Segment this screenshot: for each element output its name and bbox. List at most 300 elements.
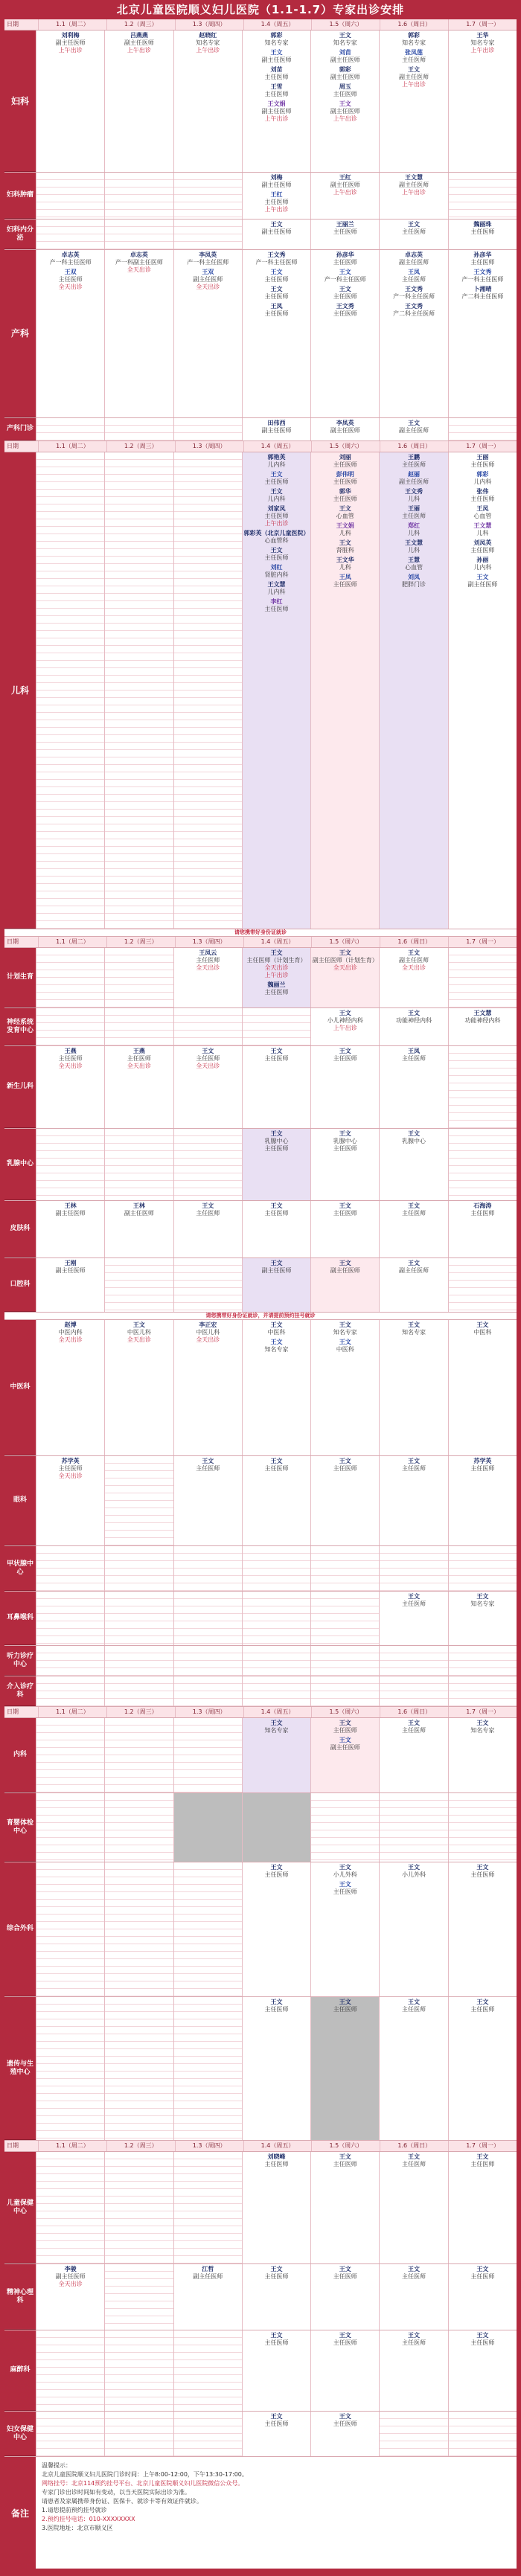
doctor-title: 小儿外科 bbox=[402, 1871, 426, 1878]
doctor-name[interactable]: 郭彩 bbox=[476, 471, 489, 478]
doctor-name[interactable]: 王文 bbox=[408, 1458, 421, 1464]
doctor-name[interactable]: 李骏 bbox=[64, 2266, 77, 2272]
schedule-cell bbox=[310, 2412, 379, 2456]
schedule-cell bbox=[173, 1862, 242, 1996]
doctor-name[interactable]: 王文 bbox=[270, 1130, 283, 1137]
doctor-name[interactable]: 王文 bbox=[408, 1864, 421, 1871]
doctor-name[interactable]: 彭伟明 bbox=[336, 471, 354, 478]
doctor-name[interactable]: 王凤 bbox=[339, 574, 351, 580]
doctor-title: 主任医师 bbox=[264, 91, 289, 97]
doctor-title: 全天出诊 bbox=[127, 1336, 151, 1343]
dept-label: 眼科 bbox=[4, 1456, 36, 1545]
dept-row-tingli bbox=[4, 1646, 517, 1676]
doctor-name[interactable]: 王文 bbox=[408, 1999, 421, 2005]
doctor-name[interactable]: 王文 bbox=[339, 1999, 351, 2005]
doctor-name[interactable]: 李红 bbox=[270, 598, 283, 605]
date-header-cell: 1.5（周六） bbox=[311, 441, 380, 452]
dept-label: 介入诊疗科 bbox=[4, 1676, 36, 1706]
doctor-title: 知名专家 bbox=[470, 39, 495, 46]
doctor-name[interactable]: 王文 bbox=[408, 1260, 421, 1266]
doctor-name[interactable]: 王文秀 bbox=[267, 251, 286, 258]
doctor-name[interactable]: 王文 bbox=[339, 1260, 351, 1266]
doctor-name[interactable]: 王文 bbox=[339, 1048, 351, 1054]
doctor-title: 主任医师 bbox=[402, 461, 426, 468]
doctor-name[interactable]: 张伟 bbox=[476, 488, 489, 495]
schedule-cell bbox=[173, 1646, 242, 1676]
date-header-cell: 1.3（周四） bbox=[175, 441, 243, 452]
doctor-name[interactable]: 王文慧 bbox=[267, 581, 286, 588]
schedule-cell bbox=[104, 1718, 173, 1792]
schedule-cell bbox=[379, 1320, 447, 1455]
schedule-cell bbox=[242, 1862, 310, 1996]
doctor-name[interactable]: 王文 bbox=[476, 1999, 489, 2005]
doctor-title: 上午出诊 bbox=[402, 81, 426, 88]
doctor-title: 主任医师 bbox=[333, 1145, 357, 1152]
doctor-name[interactable]: 王文 bbox=[270, 1321, 283, 1328]
doctor-title: 儿科 bbox=[339, 564, 351, 571]
doctor-name[interactable]: 王林 bbox=[132, 1202, 145, 1209]
doctor-name[interactable]: 王文 bbox=[339, 1130, 351, 1137]
doctor-name[interactable]: 王文 bbox=[270, 1999, 283, 2005]
doctor-title: 主任医师 bbox=[58, 276, 83, 283]
doctor-name[interactable]: 王凤 bbox=[408, 1048, 421, 1054]
doctor-name[interactable]: 王凤云 bbox=[199, 949, 217, 956]
doctor-title: 主任医师 bbox=[333, 461, 357, 468]
doctor-name[interactable]: 郑红 bbox=[408, 522, 421, 529]
doctor-title: 主任医师 bbox=[264, 1145, 289, 1152]
schedule-cell bbox=[310, 1546, 379, 1591]
schedule-cell bbox=[379, 1676, 447, 1706]
doctor-name[interactable]: 王文 bbox=[339, 1010, 351, 1016]
doctor-name[interactable]: 王文 bbox=[339, 2153, 351, 2160]
dept-label: 精神心理科 bbox=[4, 2264, 36, 2330]
doctor-title: 功能神经内科 bbox=[464, 1017, 501, 1024]
doctor-title: 主任医师 bbox=[58, 1465, 83, 1472]
doctor-name[interactable]: 王文 bbox=[339, 1458, 351, 1464]
doctor-name[interactable]: 郭彩 bbox=[339, 66, 351, 73]
doctor-title: 中医儿科 bbox=[196, 1329, 220, 1336]
doctor-title: 主任医师 bbox=[333, 2339, 357, 2346]
schedule-cell bbox=[310, 1258, 379, 1312]
schedule-cell bbox=[36, 1129, 104, 1200]
dept-row-fkneifen bbox=[4, 220, 517, 250]
doctor-name[interactable]: 王慧 bbox=[408, 557, 421, 563]
doctor-title: 全天出诊 bbox=[264, 964, 289, 971]
doctor-title: 主任医师 bbox=[402, 57, 426, 63]
schedule-cell bbox=[173, 31, 242, 172]
doctor-name[interactable]: 王文 bbox=[408, 1130, 421, 1137]
schedule-cell bbox=[242, 31, 310, 172]
doctor-name[interactable]: 王文 bbox=[408, 1010, 421, 1016]
notice-banner: 请您携带好身份证就诊，并请提前预约挂号就诊 bbox=[4, 1313, 517, 1320]
doctor-name[interactable]: 郭彩 bbox=[408, 32, 421, 39]
doctor-name[interactable]: 王文 bbox=[270, 488, 283, 495]
doctor-title: 上午出诊 bbox=[264, 206, 289, 213]
doctor-title: 副主任医师 bbox=[330, 108, 360, 115]
doctor-name[interactable]: 王文 bbox=[339, 1720, 351, 1726]
doctor-name[interactable]: 王文 bbox=[270, 49, 283, 56]
doctor-name[interactable]: 王文 bbox=[339, 539, 351, 546]
doctor-name[interactable]: 王文 bbox=[270, 1864, 283, 1871]
doctor-name[interactable]: 王文娟 bbox=[267, 100, 286, 107]
doctor-title: 主任医师 bbox=[333, 478, 357, 485]
doctor-name[interactable]: 王文 bbox=[408, 221, 421, 228]
schedule-cell bbox=[242, 1258, 310, 1312]
doctor-name[interactable]: 赵丽 bbox=[408, 471, 421, 478]
doctor-name[interactable]: 王文慧 bbox=[473, 522, 492, 529]
doctor-name[interactable]: 卓志英 bbox=[130, 251, 148, 258]
schedule-cell bbox=[173, 1793, 242, 1862]
schedule-cell bbox=[448, 1997, 517, 2140]
doctor-name[interactable]: 苏学英 bbox=[473, 1458, 492, 1464]
doctor-name[interactable]: 王文 bbox=[270, 1260, 283, 1266]
doctor-name[interactable]: 周玉 bbox=[339, 83, 351, 90]
date-header-cell: 1.4（周五） bbox=[243, 937, 312, 947]
doctor-name[interactable]: 王鹏 bbox=[408, 454, 421, 461]
doctor-name[interactable]: 石海涛 bbox=[473, 1202, 492, 1209]
doctor-name[interactable]: 王文 bbox=[339, 949, 351, 956]
doctor-name[interactable]: 王文 bbox=[339, 505, 351, 512]
schedule-cell bbox=[173, 220, 242, 249]
schedule-cell bbox=[310, 1129, 379, 1200]
schedule-cell bbox=[448, 1258, 517, 1312]
doctor-name[interactable]: 王文 bbox=[339, 286, 351, 292]
schedule-cell bbox=[379, 31, 447, 172]
doctor-title: 主任医师 bbox=[470, 1210, 495, 1217]
doctor-title: 全天出诊 bbox=[196, 283, 220, 290]
doctor-name[interactable]: 田伟西 bbox=[267, 420, 286, 426]
doctor-title: 上午出诊 bbox=[264, 972, 289, 978]
doctor-name[interactable]: 吕燕燕 bbox=[130, 32, 148, 39]
notes-line: 北京儿童医院顺义妇儿医院门诊时间：上午8:00-12:00，下午13:30-17:00。 bbox=[42, 2471, 248, 2478]
doctor-name[interactable]: 刘红 bbox=[270, 564, 283, 571]
doctor-name[interactable]: 王文 bbox=[408, 420, 421, 426]
doctor-title: 中医科 bbox=[336, 1346, 354, 1353]
dept-label: 甲状腺中心 bbox=[4, 1546, 36, 1591]
doctor-name[interactable]: 王文娟 bbox=[336, 522, 354, 529]
schedule-cell bbox=[242, 2152, 310, 2263]
dept-row-kouqiang bbox=[4, 1258, 517, 1313]
doctor-name[interactable]: 王文秀 bbox=[473, 269, 492, 275]
doctor-name[interactable]: 王文 bbox=[476, 1720, 489, 1726]
doctor-title: 儿内科 bbox=[473, 478, 492, 485]
doctor-name[interactable]: 王文 bbox=[476, 1593, 489, 1600]
doctor-name[interactable]: 赵博 bbox=[64, 1321, 77, 1328]
doctor-name[interactable]: 王文 bbox=[339, 100, 351, 107]
doctor-name[interactable]: 王文 bbox=[270, 221, 283, 228]
doctor-name[interactable]: 王燕 bbox=[64, 1048, 77, 1054]
doctor-name[interactable]: 王文 bbox=[202, 1458, 214, 1464]
doctor-title: 主任医师 bbox=[264, 2273, 289, 2280]
doctor-name[interactable]: 刘苗 bbox=[270, 66, 283, 73]
doctor-name[interactable]: 王文 bbox=[339, 1737, 351, 1743]
schedule-cell bbox=[173, 2412, 242, 2456]
doctor-name[interactable]: 王刚 bbox=[64, 1260, 77, 1266]
doctor-name[interactable]: 王文秀 bbox=[405, 303, 423, 310]
doctor-name[interactable]: 郭彩英（北京儿童医院） bbox=[243, 530, 310, 536]
schedule-cell bbox=[379, 948, 447, 1007]
doctor-name[interactable]: 王文 bbox=[339, 1202, 351, 1209]
doctor-name[interactable]: 刘家凤 bbox=[267, 505, 286, 512]
doctor-name[interactable]: 卓志英 bbox=[405, 251, 423, 258]
doctor-name[interactable]: 刘晓峰 bbox=[267, 2153, 286, 2160]
schedule-cell bbox=[36, 1320, 104, 1455]
doctor-name[interactable]: 王文 bbox=[476, 2153, 489, 2160]
doctor-title: 全天出诊 bbox=[58, 1473, 83, 1479]
schedule-cell bbox=[242, 1046, 310, 1128]
doctor-title: 副主任医师 bbox=[330, 74, 360, 80]
doctor-title: 副主任医师 bbox=[55, 1210, 86, 1217]
doctor-name[interactable]: 王文 bbox=[408, 1321, 421, 1328]
schedule-cell bbox=[36, 1676, 104, 1706]
doctor-name[interactable]: 王文 bbox=[270, 2332, 283, 2339]
schedule-cell bbox=[36, 1793, 104, 1862]
doctor-title: 全天出诊 bbox=[196, 964, 220, 971]
doctor-name[interactable]: 刘梅 bbox=[270, 174, 283, 181]
schedule-cell bbox=[448, 1646, 517, 1676]
doctor-title: 主任医师 bbox=[470, 2161, 495, 2168]
doctor-name[interactable]: 王文 bbox=[270, 269, 283, 275]
doctor-name[interactable]: 王文 bbox=[339, 1339, 351, 1345]
doctor-title: 主任医师 bbox=[402, 1055, 426, 1062]
doctor-name[interactable]: 李正宏 bbox=[199, 1321, 217, 1328]
doctor-title: 副主任医师 bbox=[261, 108, 292, 115]
schedule-cell bbox=[448, 452, 517, 929]
schedule-cell bbox=[448, 2152, 517, 2263]
doctor-name[interactable]: 王文秀 bbox=[405, 286, 423, 292]
doctor-name[interactable]: 王文 bbox=[339, 32, 351, 39]
doctor-title: 副主任医师 bbox=[399, 478, 429, 485]
doctor-name[interactable]: 王文 bbox=[476, 2266, 489, 2272]
doctor-name[interactable]: 王文 bbox=[339, 1881, 351, 1888]
doctor-name[interactable]: 苏学英 bbox=[61, 1458, 80, 1464]
date-header-cell: 1.7（周一） bbox=[448, 2141, 517, 2151]
schedule-cell bbox=[379, 1646, 447, 1676]
doctor-name[interactable]: 王文 bbox=[270, 2413, 283, 2420]
doctor-title: 上午出诊 bbox=[333, 1025, 357, 1031]
doctor-name[interactable]: 卓志英 bbox=[61, 251, 80, 258]
doctor-name[interactable]: 王文 bbox=[339, 1864, 351, 1871]
doctor-title: 肾脏内科 bbox=[264, 571, 289, 578]
schedule-cell bbox=[104, 1546, 173, 1591]
doctor-name[interactable]: 王双 bbox=[64, 269, 77, 275]
dept-label: 妇科 bbox=[4, 31, 36, 172]
doctor-title: 功能神经内科 bbox=[396, 1017, 432, 1024]
schedule-cell bbox=[173, 418, 242, 440]
doctor-name[interactable]: 王燕 bbox=[132, 1048, 145, 1054]
doctor-name[interactable]: 王林 bbox=[64, 1202, 77, 1209]
schedule-cell bbox=[36, 1862, 104, 1996]
doctor-name[interactable]: 王华 bbox=[476, 32, 489, 39]
doctor-name[interactable]: 郭艳英 bbox=[267, 454, 286, 461]
doctor-name[interactable]: 王文 bbox=[270, 1458, 283, 1464]
doctor-title: 副主任医师（计划生育） bbox=[312, 957, 378, 964]
doctor-name[interactable]: 王文 bbox=[476, 1321, 489, 1328]
date-header-cell: 1.4（周五） bbox=[243, 19, 312, 30]
doctor-name[interactable]: 王文 bbox=[270, 1202, 283, 1209]
schedule-cell bbox=[36, 418, 104, 440]
date-header-cell: 1.5（周六） bbox=[311, 937, 380, 947]
doctor-title: 知名专家 bbox=[196, 39, 220, 46]
doctor-name[interactable]: 王文 bbox=[408, 949, 421, 956]
doctor-name[interactable]: 王文华 bbox=[336, 557, 354, 563]
doctor-name[interactable]: 王文 bbox=[270, 2266, 283, 2272]
doctor-name[interactable]: 王雪 bbox=[270, 83, 283, 90]
doctor-title: 心血管 bbox=[336, 513, 354, 519]
doctor-title: 上午出诊 bbox=[333, 189, 357, 196]
doctor-name[interactable]: 王文 bbox=[408, 2153, 421, 2160]
doctor-title: 主任医师 bbox=[333, 1465, 357, 1472]
date-header-cell: 1.5（周六） bbox=[311, 1707, 380, 1717]
notes-line: 网络挂号：北京114预约挂号平台、北京儿童医院顺义妇儿医院微信公众号。 bbox=[42, 2480, 244, 2487]
doctor-name[interactable]: 王文 bbox=[339, 2413, 351, 2420]
doctor-name[interactable]: 王文秀 bbox=[336, 303, 354, 310]
schedule-frame bbox=[4, 0, 517, 2569]
doctor-name[interactable]: 王文 bbox=[132, 1321, 145, 1328]
doctor-title: 主任医师 bbox=[196, 957, 220, 964]
doctor-name[interactable]: 王文慧 bbox=[473, 1010, 492, 1016]
doctor-title: 主任医师 bbox=[264, 606, 289, 612]
doctor-title: 副主任医师 bbox=[124, 1210, 154, 1217]
doctor-name[interactable]: 李凤英 bbox=[336, 420, 354, 426]
schedule-cell bbox=[448, 173, 517, 219]
doctor-name[interactable]: 王文 bbox=[476, 574, 489, 580]
doctor-name[interactable]: 王文 bbox=[339, 269, 351, 275]
doctor-title: 全天出诊 bbox=[196, 1063, 220, 1069]
schedule-cell bbox=[104, 1592, 173, 1645]
doctor-title: 主任医师 bbox=[127, 1055, 151, 1062]
doctor-name[interactable]: 赵晓红 bbox=[199, 32, 217, 39]
doctor-title: 主任医师 bbox=[264, 1871, 289, 1878]
date-header-cell: 1.6（周日） bbox=[380, 937, 448, 947]
doctor-name[interactable]: 王文 bbox=[339, 1321, 351, 1328]
doctor-name[interactable]: 王文 bbox=[476, 2332, 489, 2339]
doctor-name[interactable]: 王凤 bbox=[408, 269, 421, 275]
doctor-name[interactable]: 王凤 bbox=[270, 303, 283, 310]
schedule-cell bbox=[310, 1793, 379, 1862]
doctor-name[interactable]: 王文 bbox=[270, 1720, 283, 1726]
dept-row-ruxian bbox=[4, 1129, 517, 1201]
dept-row-fkzl bbox=[4, 173, 517, 220]
schedule-cell bbox=[448, 220, 517, 249]
doctor-name[interactable]: 王文 bbox=[408, 66, 421, 73]
doctor-name[interactable]: 郭华 bbox=[339, 488, 351, 495]
doctor-title: 主任医师 bbox=[333, 1727, 357, 1734]
doctor-name[interactable]: 王文 bbox=[339, 2266, 351, 2272]
schedule-cell bbox=[242, 1456, 310, 1545]
doctor-title: 产一科主任医师 bbox=[187, 259, 229, 266]
doctor-title: 主任医师 bbox=[264, 2161, 289, 2168]
schedule-cell bbox=[173, 1258, 242, 1312]
doctor-name[interactable]: 王红 bbox=[270, 191, 283, 198]
doctor-name[interactable]: 孙彦华 bbox=[473, 251, 492, 258]
doctor-name[interactable]: 王丽兰 bbox=[336, 221, 354, 228]
doctor-name[interactable]: 王双 bbox=[202, 269, 214, 275]
doctor-name[interactable]: 刘凤英 bbox=[473, 539, 492, 546]
date-header-row bbox=[4, 19, 517, 31]
doctor-name[interactable]: 王文 bbox=[270, 1339, 283, 1345]
doctor-name[interactable]: 孙彦华 bbox=[336, 251, 354, 258]
schedule-cell bbox=[104, 31, 173, 172]
doctor-title: 全天出诊 bbox=[58, 1336, 83, 1343]
doctor-name[interactable]: 王文 bbox=[408, 1593, 421, 1600]
doctor-title: 肾脏科 bbox=[336, 547, 354, 554]
doctor-name[interactable]: 王文 bbox=[270, 1048, 283, 1054]
doctor-name[interactable]: 王文 bbox=[270, 949, 283, 956]
doctor-title: 知名专家 bbox=[470, 1601, 495, 1607]
doctor-title: 乳腺中心 bbox=[402, 1138, 426, 1144]
doctor-name[interactable]: 王红 bbox=[339, 174, 351, 181]
dept-label: 儿童保健中心 bbox=[4, 2152, 36, 2263]
doctor-name[interactable]: 王文慧 bbox=[405, 174, 423, 181]
schedule-cell bbox=[242, 452, 310, 929]
doctor-name[interactable]: 王文 bbox=[408, 2266, 421, 2272]
doctor-title: 全天出诊 bbox=[127, 1063, 151, 1069]
schedule-cell bbox=[242, 1546, 310, 1591]
schedule-cell bbox=[173, 948, 242, 1007]
doctor-title: 全天出诊 bbox=[333, 964, 357, 971]
schedule-cell bbox=[379, 1997, 447, 2140]
schedule-cell bbox=[379, 1456, 447, 1545]
doctor-name[interactable]: 江哲 bbox=[202, 2266, 214, 2272]
doctor-name[interactable]: 王文秀 bbox=[405, 488, 423, 495]
doctor-name[interactable]: 王文 bbox=[408, 2332, 421, 2339]
doctor-name[interactable]: 郭彩 bbox=[270, 32, 283, 39]
schedule-cell bbox=[310, 1592, 379, 1645]
doctor-name[interactable]: 张凤莲 bbox=[405, 49, 423, 56]
doctor-name[interactable]: 王文 bbox=[270, 547, 283, 554]
doctor-name[interactable]: 王文 bbox=[339, 2332, 351, 2339]
schedule-cell bbox=[310, 1046, 379, 1128]
schedule-cell bbox=[104, 1201, 173, 1257]
doctor-name[interactable]: 刘苗 bbox=[339, 49, 351, 56]
doctor-name[interactable]: 王文 bbox=[202, 1048, 214, 1054]
doctor-name[interactable]: 刘利梅 bbox=[61, 32, 80, 39]
doctor-title: 主任医师 bbox=[470, 1871, 495, 1878]
doctor-name[interactable]: 孙丽 bbox=[476, 557, 489, 563]
schedule-cell bbox=[104, 948, 173, 1007]
doctor-name[interactable]: 王文 bbox=[476, 1864, 489, 1871]
date-header-row bbox=[4, 1707, 517, 1718]
dept-label: 妇科内分泌 bbox=[4, 220, 36, 249]
doctor-name[interactable]: 王文 bbox=[408, 1202, 421, 1209]
schedule-cell bbox=[242, 1201, 310, 1257]
doctor-title: 主任医师 bbox=[333, 310, 357, 317]
doctor-name[interactable]: 王文慧 bbox=[405, 539, 423, 546]
doctor-name[interactable]: 王丽 bbox=[476, 454, 489, 461]
date-header-corner: 日期 bbox=[7, 1708, 19, 1715]
schedule-cell bbox=[36, 1201, 104, 1257]
schedule-cell bbox=[242, 220, 310, 249]
doctor-name[interactable]: 卜湘晴 bbox=[473, 286, 492, 292]
doctor-name[interactable]: 刘丽 bbox=[339, 454, 351, 461]
schedule-cell bbox=[173, 2152, 242, 2263]
notes-body bbox=[36, 2457, 517, 2569]
doctor-name[interactable]: 王凤 bbox=[476, 505, 489, 512]
doctor-name[interactable]: 王文 bbox=[408, 1720, 421, 1726]
doctor-name[interactable]: 王文 bbox=[270, 471, 283, 478]
doctor-name[interactable]: 王文 bbox=[202, 1202, 214, 1209]
schedule-cell bbox=[379, 418, 447, 440]
doctor-name[interactable]: 王文 bbox=[270, 286, 283, 292]
doctor-name[interactable]: 王丽 bbox=[408, 505, 421, 512]
doctor-name[interactable]: 魏丽珠 bbox=[473, 221, 492, 228]
doctor-name[interactable]: 李凤英 bbox=[199, 251, 217, 258]
doctor-name[interactable]: 刘凤 bbox=[408, 574, 421, 580]
date-header-cell: 1.7（周一） bbox=[448, 937, 517, 947]
doctor-name[interactable]: 魏丽兰 bbox=[267, 981, 286, 988]
date-header-row bbox=[4, 937, 517, 948]
